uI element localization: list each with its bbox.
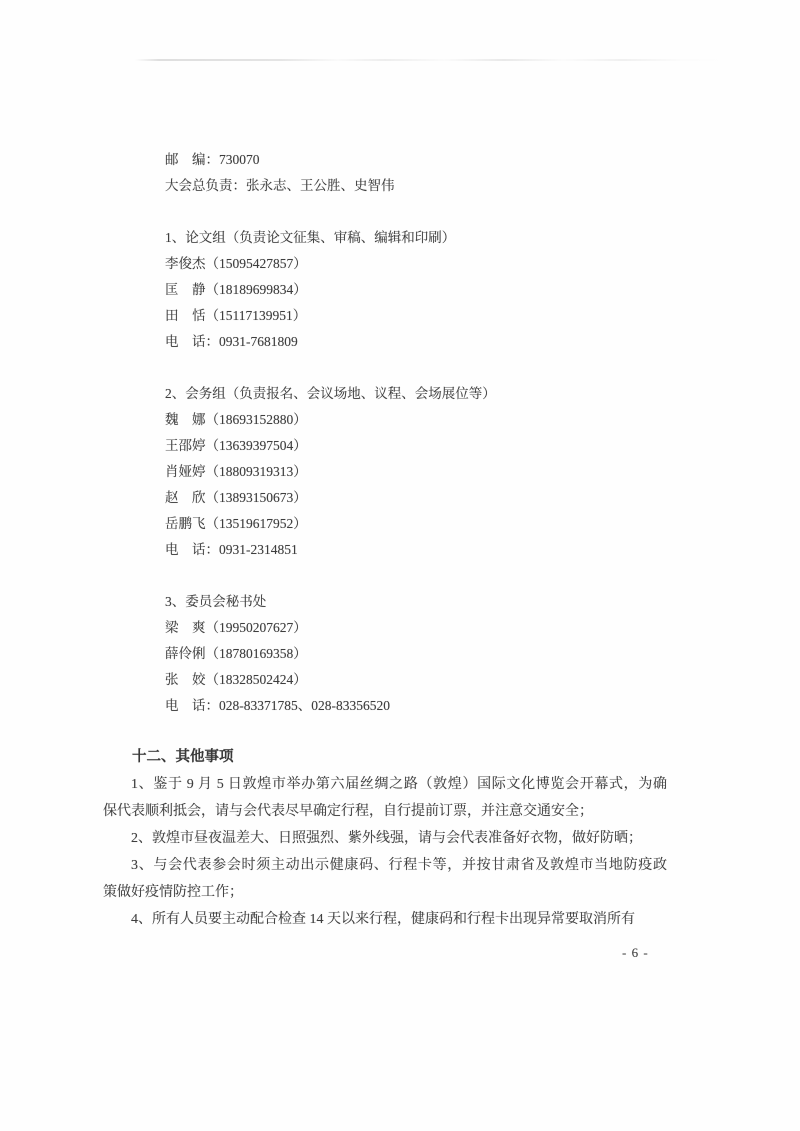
scan-artifact-line [135, 59, 730, 61]
group-affairs-team [165, 381, 496, 563]
other-item-2 [103, 825, 667, 852]
section-heading: 十二、其他事项 [132, 749, 234, 765]
member-line: 赵 欣（13893150673） [165, 490, 307, 505]
member-line: 匡 静（18189699834） [165, 282, 307, 297]
phone-line: 电 话：028-83371785、028-83356520 [165, 698, 390, 713]
group-secretariat [165, 589, 496, 719]
member-line: 王邵婷（13639397504） [165, 438, 307, 453]
member-line: 张 姣（18328502424） [165, 672, 307, 687]
member-line: 薛伶俐（18780169358） [165, 646, 307, 661]
group-title: 2、会务组（负责报名、会议场地、议程、会场展位等） [165, 386, 496, 401]
phone-line: 电 话：0931-7681809 [165, 334, 298, 349]
phone-line: 电 话：0931-2314851 [165, 542, 298, 557]
group-title: 3、委员会秘书处 [165, 594, 267, 609]
paragraph-line: 2、敦煌市昼夜温差大、日照强烈、紫外线强，请与会代表准备好衣物，做好防晒； [131, 831, 642, 846]
group-paper-team [165, 225, 496, 355]
other-item-3 [103, 852, 667, 906]
page-number: - 6 - [622, 945, 649, 960]
other-item-1 [103, 771, 667, 825]
paragraph-line: 保代表顺利抵会，请与会代表尽早确定行程，自行提前订票，并注意交通安全； [103, 804, 593, 819]
paragraph-line: 策做好疫情防控工作； [103, 885, 243, 900]
other-item-4 [103, 906, 667, 933]
paragraph-line: 4、所有人员要主动配合检查 14 天以来行程，健康码和行程卡出现异常要取消所有 [131, 912, 635, 927]
paragraph-line: 3、与会代表参会时须主动出示健康码、行程卡等，并按甘肃省及敦煌市当地防疫政 [131, 858, 667, 873]
group-title: 1、论文组（负责论文征集、审稿、编辑和印刷） [165, 230, 456, 245]
member-line: 魏 娜（18693152880） [165, 412, 307, 427]
member-line: 梁 爽（19950207627） [165, 620, 307, 635]
member-line: 肖娅婷（18809319313） [165, 464, 307, 479]
postal-code-line: 邮 编：730070 [165, 152, 260, 167]
member-line: 田 恬（15117139951） [165, 308, 307, 323]
member-line: 李俊杰（15095427857） [165, 256, 307, 271]
contact-block [165, 147, 496, 719]
paragraph-line: 1、鉴于 9 月 5 日敦煌市举办第六届丝绸之路（敦煌）国际文化博览会开幕式，为确 [131, 777, 667, 792]
member-line: 岳鹏飞（13519617952） [165, 516, 307, 531]
general-lead-line: 大会总负责：张永志、王公胜、史智伟 [165, 178, 395, 193]
other-matters-section [103, 744, 667, 933]
